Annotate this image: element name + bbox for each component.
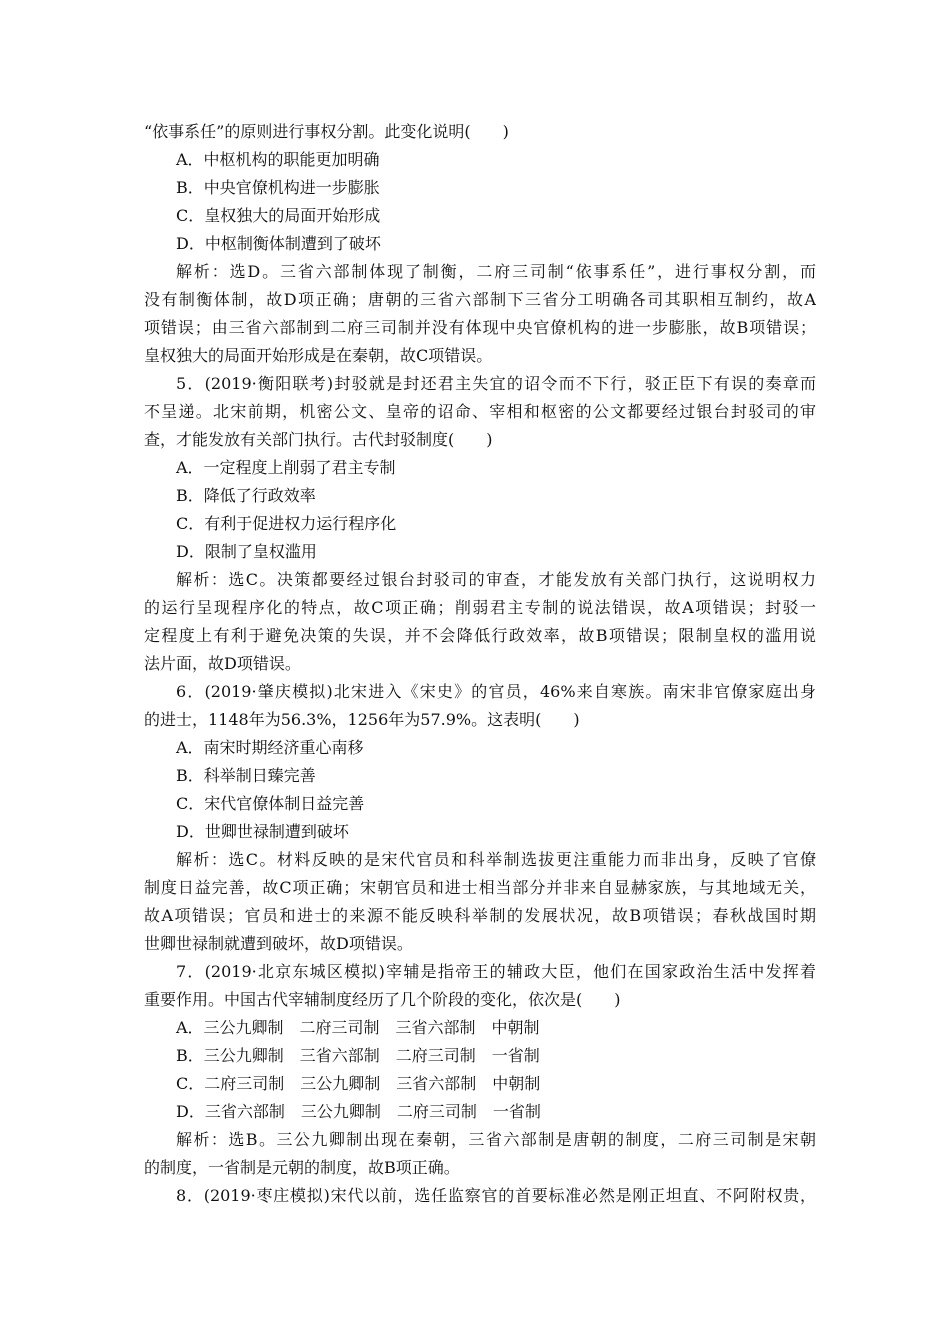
q4-analysis-line: 项错误；由三省六部制到二府三司制并没有体现中央官僚机构的进一步膨胀，故B项错误； [144,318,816,337]
document-body [144,118,816,1210]
q6-analysis-line: 故A项错误；官员和进士的来源不能反映科举制的发展状况，故B项错误；春秋战国时期 [144,906,816,925]
q6-option-b: B．科举制日臻完善 [176,766,316,785]
q5-stem-line: 5．(2019·衡阳联考)封驳就是封还君主失宜的诏令而不下行，驳正臣下有误的奏章而 [176,374,816,393]
q5-option-a: A．一定程度上削弱了君主专制 [176,458,396,477]
q6-option-c: C．宋代官僚体制日益完善 [176,794,365,813]
q5-analysis-line: 法片面，故D项错误。 [144,654,301,673]
q4-analysis-line: 皇权独大的局面开始形成是在秦朝，故C项错误。 [144,346,493,365]
q6-stem-line: 6．(2019·肇庆模拟)北宋进入《宋史》的官员，46%来自寒族。南宋非官僚家庭出身 [176,682,816,701]
q7-stem-line: 7．(2019·北京东城区模拟)宰辅是指帝王的辅政大臣，他们在国家政治生活中发挥着 [176,962,816,981]
q7-analysis-line: 的制度，一省制是元朝的制度，故B项正确。 [144,1158,460,1177]
q6-option-a: A．南宋时期经济重心南移 [176,738,364,757]
q5-analysis-line: 定程度上有利于避免决策的失误，并不会降低行政效率，故B项错误；限制皇权的滥用说 [144,626,816,645]
q6-analysis-line: 世卿世禄制就遭到破坏，故D项错误。 [144,934,413,953]
q7-option-c: C．二府三司制 三公九卿制 三省六部制 中朝制 [176,1074,541,1093]
q5-option-b: B．降低了行政效率 [176,486,316,505]
q5-option-c: C．有利于促进权力运行程序化 [176,514,397,533]
q7-analysis-line: 解析：选B。三公九卿制出现在秦朝，三省六部制是唐朝的制度，二府三司制是宋朝 [176,1130,816,1149]
q5-analysis-line: 解析：选C。决策都要经过银台封驳司的审查，才能发放有关部门执行，这说明权力 [176,570,816,589]
q5-stem-line: 不呈递。北宋前期，机密公文、皇帝的诏命、宰相和枢密的公文都要经过银台封驳司的审 [144,402,816,421]
q6-analysis-line: 制度日益完善，故C项正确；宋朝官员和进士相当部分并非来自显赫家族，与其地域无关， [144,878,816,897]
q4-option-c: C．皇权独大的局面开始形成 [176,206,381,225]
q6-analysis-line: 解析：选C。材料反映的是宋代官员和科举制选拔更注重能力而非出身，反映了官僚 [176,850,816,869]
q5-option-d: D．限制了皇权滥用 [176,542,317,561]
q5-analysis-line: 的运行呈现程序化的特点，故C项正确；削弱君主专制的说法错误，故A项错误；封驳一 [144,598,816,617]
q4-option-a: A．中枢机构的职能更加明确 [176,150,380,169]
q4-option-d: D．中枢制衡体制遭到了破坏 [176,234,381,253]
q7-option-b: B．三公九卿制 三省六部制 二府三司制 一省制 [176,1046,540,1065]
q5-stem-line: 查，才能发放有关部门执行。古代封驳制度( ) [144,430,493,449]
q7-option-a: A．三公九卿制 二府三司制 三省六部制 中朝制 [176,1018,540,1037]
q4-option-b: B．中央官僚机构进一步膨胀 [176,178,380,197]
q8-stem-line: 8．(2019·枣庄模拟)宋代以前，选任监察官的首要标准必然是刚正坦直、不阿附权贵， [176,1186,816,1205]
q7-stem-line: 重要作用。中国古代宰辅制度经历了几个阶段的变化，依次是( ) [144,990,621,1009]
q6-stem-line: 的进士，1148年为56.3%，1256年为57.9%。这表明( ) [144,710,580,729]
q6-option-d: D．世卿世禄制遭到破坏 [176,822,349,841]
q7-option-d: D．三省六部制 三公九卿制 二府三司制 一省制 [176,1102,541,1121]
q4-stem-tail: “依事系任”的原则进行事权分割。此变化说明( ) [144,122,509,141]
q4-analysis-line: 没有制衡体制，故D项正确；唐朝的三省六部制下三省分工明确各司其职相互制约，故A [144,290,816,309]
q4-analysis-line: 解析：选D。三省六部制体现了制衡，二府三司制“依事系任”，进行事权分割，而 [176,262,816,281]
